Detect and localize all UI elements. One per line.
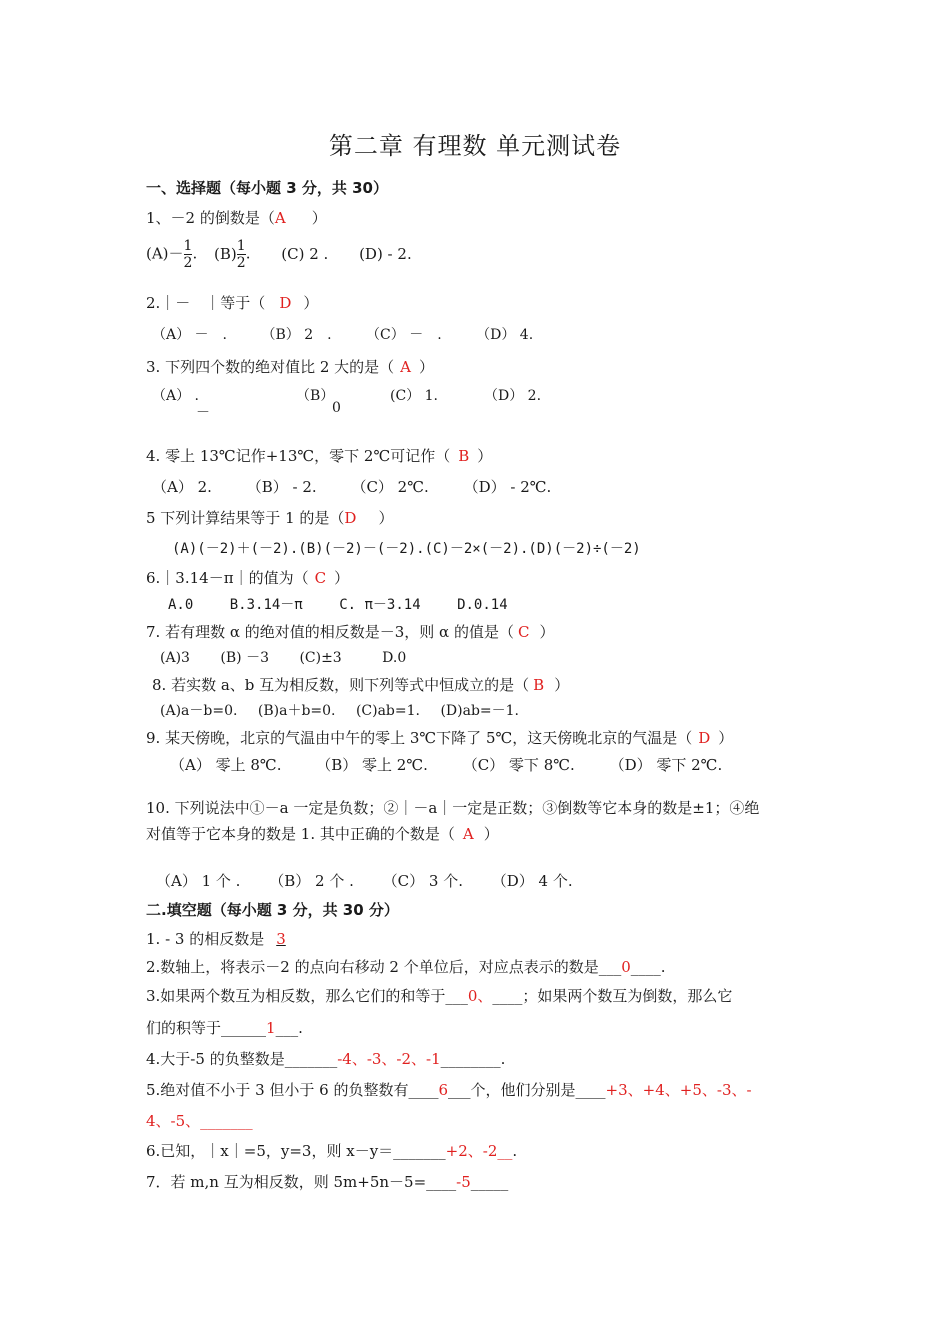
- option-a-suffix: .: [192, 244, 198, 263]
- numerator: 1: [236, 238, 246, 254]
- option-a-prefix: (A)－: [146, 244, 184, 263]
- page-title: 第二章 有理数 单元测试卷: [328, 132, 622, 160]
- option-b: (B) －3: [220, 650, 269, 666]
- punctuation: .: [660, 958, 666, 976]
- fill-stem: 2.数轴上，将表示－2 的点向右移动 2 个单位后，对应点表示的数是: [146, 958, 599, 976]
- blank: ____: [426, 1173, 457, 1191]
- blank: ____: [492, 987, 523, 1005]
- fill-1: [146, 928, 286, 949]
- question-6: [146, 567, 349, 588]
- bracket-close: ）: [554, 676, 570, 694]
- question-10-options: [156, 870, 573, 891]
- option-b: （B） - 2.: [246, 478, 317, 496]
- bracket-close: ）: [311, 209, 327, 227]
- question-stem: 1、－2 的倒数是（: [146, 209, 275, 227]
- blank: ______: [221, 1019, 267, 1037]
- bracket-close: ）: [378, 509, 394, 527]
- answer: A: [274, 209, 286, 227]
- blank: _______: [284, 1050, 338, 1068]
- fill-stem: 6.已知，｜x｜=5，y=3，则 x－y＝: [146, 1142, 394, 1160]
- option-d: D.0: [382, 650, 407, 666]
- option-b-prefix: (B): [214, 244, 237, 263]
- option-c: (C)±3: [299, 650, 342, 666]
- blank: ___: [598, 958, 622, 976]
- question-stem: 9. 某天傍晚，北京的气温由中午的零上 3℃下降了 5℃，这天傍晚北京的气温是（: [146, 729, 693, 747]
- blank: _____: [470, 1173, 509, 1191]
- fill-answer: +2、-2: [445, 1142, 498, 1160]
- option-c: （C） 3 个.: [382, 872, 463, 890]
- fill-5-line-2: [146, 1110, 253, 1131]
- blank: _______: [200, 1112, 253, 1130]
- numerator: 1: [183, 238, 193, 254]
- option-a: （A） .: [152, 388, 200, 404]
- fill-7: [146, 1171, 508, 1192]
- question-stem: 7. 若有理数 α 的绝对值的相反数是－3，则 α 的值是（: [146, 623, 514, 641]
- option-d: （D） - 2℃.: [463, 478, 552, 496]
- blank: _______: [393, 1142, 446, 1160]
- blank: ____: [575, 1081, 606, 1099]
- blank: ___: [445, 987, 468, 1005]
- question-3: [146, 356, 434, 377]
- blank: ____: [408, 1081, 439, 1099]
- question-3-option-a-sub: －: [196, 405, 210, 421]
- option-d: D.0.14: [457, 597, 508, 613]
- section-heading-fill: 二.填空题（每小题 3 分，共 30 分）: [146, 901, 399, 919]
- section-heading-choice: 一、选择题（每小题 3 分，共 30）: [146, 179, 388, 197]
- fill-answer: 1: [266, 1019, 276, 1037]
- bracket-close: ）: [303, 294, 319, 312]
- question-7-options: [160, 647, 406, 667]
- answer: B: [458, 447, 470, 465]
- option-c: （C） 2℃.: [351, 478, 429, 496]
- question-4-options: [152, 476, 551, 497]
- question-3-option-c: (C） 1.: [390, 388, 438, 404]
- option-a: （A） 零上 8℃.: [170, 756, 282, 774]
- question-stem: 5 下列计算结果等于 1 的是（: [146, 509, 345, 527]
- question-9-options: [170, 754, 722, 775]
- question-8-options: [160, 700, 519, 720]
- question-4: [146, 445, 492, 466]
- fill-3-line-1: [146, 985, 732, 1006]
- option-b: B.3.14－π: [229, 597, 303, 613]
- answer: D: [344, 509, 357, 527]
- option-d: (D)ab=－1.: [440, 703, 519, 719]
- option-c: (C) 2 .: [281, 244, 329, 263]
- fill-3-line-2: [146, 1017, 303, 1038]
- question-9: [146, 727, 733, 748]
- bracket-close: ）: [718, 729, 734, 747]
- question-1: [146, 207, 327, 228]
- bracket-close: ）: [334, 569, 350, 587]
- question-3-option-b-sub: 0: [332, 400, 341, 416]
- answer: C: [314, 569, 327, 587]
- fill-answer: -4、-3、-2、-1: [337, 1050, 441, 1068]
- option-d: （D） 4.: [476, 327, 534, 343]
- option-a: （A） 2.: [152, 478, 212, 496]
- bracket-close: ）: [483, 825, 499, 843]
- option-b: （B） 2 .: [261, 327, 332, 343]
- option-d: （D） 零下 2℃.: [609, 756, 723, 774]
- question-2-options: [152, 324, 533, 344]
- answer: D: [698, 729, 711, 747]
- fill-stem: 7．若 m,n 互为相反数，则 5m+5n－5=: [146, 1173, 427, 1191]
- fill-stem: 4.大于-5 的负整数是: [146, 1050, 285, 1068]
- fill-4: [146, 1048, 505, 1069]
- answer: D: [279, 294, 292, 312]
- question-7: [146, 621, 554, 642]
- fill-2: [146, 956, 666, 977]
- punctuation: .: [298, 1019, 303, 1037]
- question-10-line-2: [146, 823, 499, 844]
- answer: B: [533, 676, 545, 694]
- question-3-option-b: （B）: [296, 388, 335, 404]
- fill-5-line-1: [146, 1079, 752, 1100]
- fill-answer: 0: [621, 958, 631, 976]
- question-1-options: [146, 238, 412, 271]
- option-a: A.0: [168, 597, 194, 613]
- question-stem: 4. 零上 13℃记作+13℃，零下 2℃可记作（: [146, 447, 451, 465]
- fill-answer: 0、: [467, 987, 493, 1005]
- bracket-close: ）: [539, 623, 555, 641]
- punctuation: .: [500, 1050, 506, 1068]
- answer: A: [400, 358, 412, 376]
- question-3-options: [152, 385, 199, 405]
- blank: ____: [630, 958, 661, 976]
- fill-answer: -5: [456, 1173, 471, 1191]
- question-stem: 6.｜3.14－π｜的值为（: [146, 569, 309, 587]
- question-5: [146, 507, 393, 528]
- option-c: C. π－3.14: [339, 597, 421, 613]
- fill-stem: 个，他们分别是: [470, 1081, 576, 1099]
- fill-answer: 3: [276, 930, 286, 948]
- option-a: （A） － .: [152, 327, 228, 343]
- question-stem: 3. 下列四个数的绝对值比 2 大的是（: [146, 358, 395, 376]
- option-a: (A)3: [160, 650, 190, 666]
- question-3-option-d: （D） 2.: [484, 388, 542, 404]
- option-a: (A)a－b=0.: [160, 703, 238, 719]
- denominator: 2: [183, 255, 193, 271]
- option-b-suffix: .: [245, 244, 251, 263]
- option-a: （A） 1 个 .: [156, 872, 241, 890]
- question-stem: 8. 若实数 a、b 互为相反数，则下列等式中恒成立的是（: [152, 676, 530, 694]
- option-b: （B） 零上 2℃.: [316, 756, 428, 774]
- denominator: 2: [236, 255, 246, 271]
- fill-stem: 们的积等于: [146, 1019, 222, 1037]
- option-b: （B） 2 个 .: [269, 872, 354, 890]
- fill-stem: 5.绝对值不小于 3 但小于 6 的负整数有: [146, 1081, 409, 1099]
- fill-6: [146, 1140, 517, 1161]
- question-stem: 2.｜－ ｜等于（: [146, 294, 266, 312]
- blank: ___: [448, 1081, 471, 1099]
- fill-answer: +3、+4、+5、-3、-: [605, 1081, 752, 1099]
- option-b-fraction: [237, 238, 246, 271]
- answer: C: [517, 623, 530, 641]
- question-stem: 对值等于它本身的数是 1. 其中正确的个数是（: [146, 825, 455, 843]
- punctuation: .: [512, 1142, 518, 1160]
- blank: ________: [440, 1050, 501, 1068]
- fill-answer: 4、-5、: [146, 1112, 201, 1130]
- blank: __: [497, 1142, 513, 1160]
- question-8: [152, 674, 569, 695]
- option-c: （C） － .: [366, 327, 442, 343]
- question-2: [146, 292, 318, 313]
- fill-stem: 1. - 3 的相反数是: [146, 930, 265, 948]
- fill-stem: 3.如果两个数互为相反数，那么它们的和等于: [146, 987, 446, 1005]
- answer: A: [462, 825, 474, 843]
- option-c: (C)ab=1.: [355, 703, 420, 719]
- fill-answer: 6: [438, 1081, 449, 1099]
- question-6-options: [168, 594, 508, 614]
- option-d: (D) - 2.: [359, 244, 412, 263]
- option-d: （D） 4 个.: [491, 872, 573, 890]
- blank: ___: [275, 1019, 299, 1037]
- option-c: （C） 零下 8℃.: [462, 756, 575, 774]
- question-5-options: (A)(－2)＋(－2).(B)(－2)－(－2).(C)－2×(－2).(D)(－2)÷(－2): [172, 541, 641, 557]
- question-10-line-1: 10. 下列说法中①－a 一定是负数；②｜－a｜一定是正数；③倒数等它本身的数是±1；④绝: [146, 799, 760, 817]
- fill-stem: ；如果两个数互为倒数，那么它: [522, 987, 733, 1005]
- option-b: (B)a＋b=0.: [257, 703, 336, 719]
- bracket-close: ）: [419, 358, 435, 376]
- bracket-close: ）: [477, 447, 493, 465]
